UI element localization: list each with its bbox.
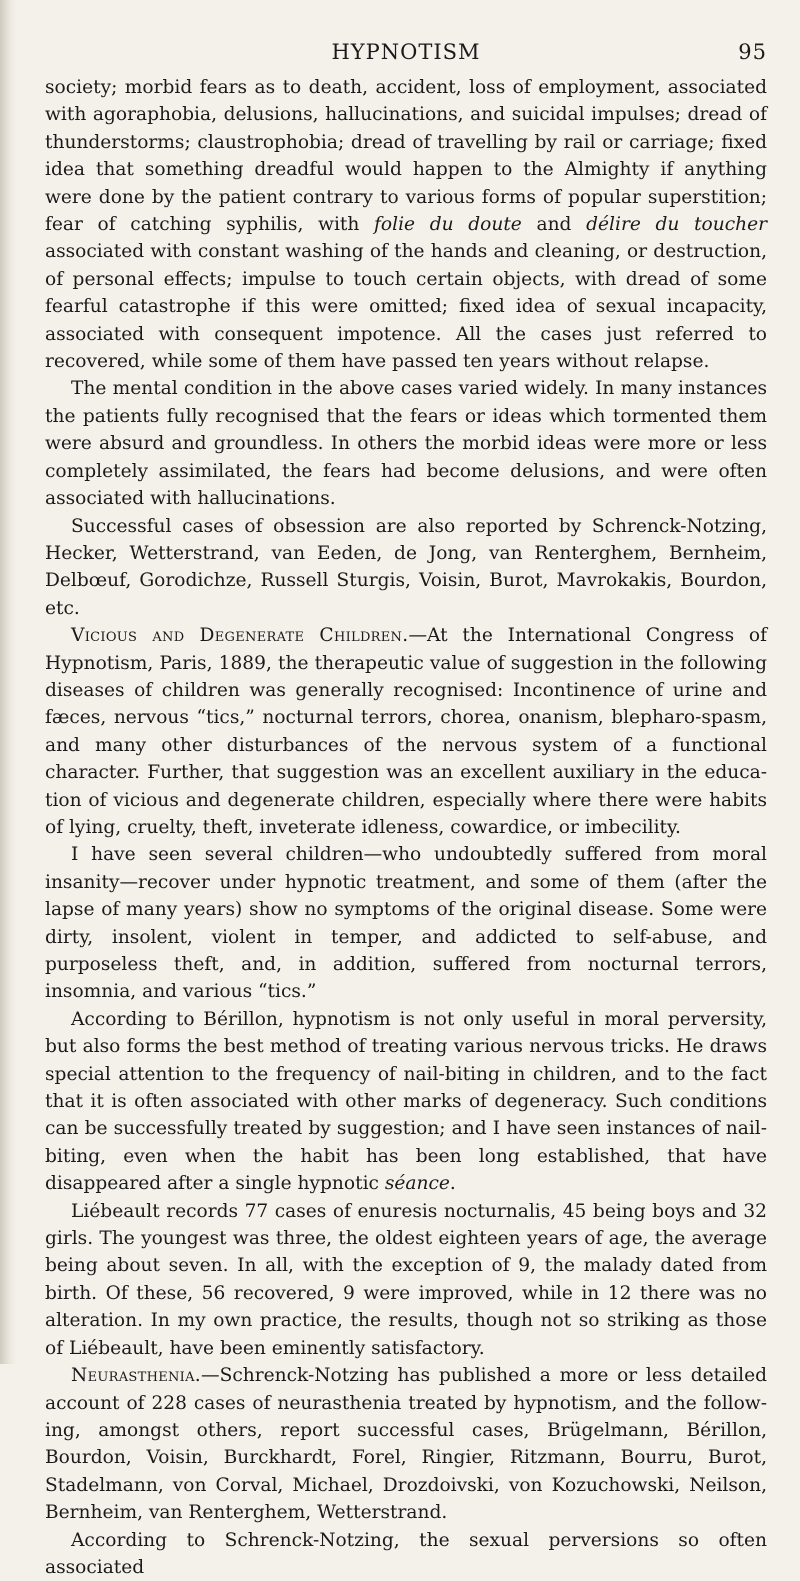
book-page (45, 38, 767, 1581)
text-segment: —Schrenck-Notzing has published a more or less detailed account of 228 cases of neurasthenia treated by hypnotism, and the follow-ing, amongst others, report successful cases, Brügelmann, Bérillon, Bourdon, Voisin, Burckhardt, Forel, Ringier, Ritzmann, Bourru, Burot, Stadelmann, von Corval, Michael, Drozdoivski, von Kozuchowski, Neilson, Bernheim, van Renterghem, Wetterstrand. (45, 1365, 767, 1524)
text-segment: —At the International Congress of Hypnotism, Paris, 1889, the therapeutic value of suggestion in the following diseases of children was generally recognised: Incontinence of urine and fæces, nervous “tics,” nocturnal terrors, chorea, onanism, blepharo-spasm, and many other disturbances of the nervous system of a functional character. Further, that suggestion was an excellent auxiliary in the educa-tion of vicious and degenerate children, especially where there were habits of lying, cruelty, theft, inveterate idleness, cowardice, or imbecility. (45, 625, 768, 838)
text-segment: According to Schrenck-Notzing, the sexual perversions so often associated (45, 1529, 767, 1578)
paragraph (45, 513, 767, 623)
text-segment: Liébeault records 77 cases of enuresis nocturnalis, 45 being boys and 32 girls. The youngest was three, the oldest eighteen years of age, the average being about seven. In all, with the exception of 9, the malady dated from birth. Of these, 56 recovered, 9 were improved, while in 12 there was no alteration. In my own practice, the results, though not so striking as those of Liébeault, have been eminently satisfactory. (45, 1200, 767, 1359)
section-heading: Neurasthenia. (71, 1365, 202, 1387)
text-segment: The mental condition in the above cases varied widely. In many instances the patients fully recognised that the fears or ideas which tormented them were absurd and groundless. In others the morbid ideas were more or less completely assimilated, the fears had become delusions, and were often associated with hallucinations. (45, 378, 767, 510)
paragraph (45, 375, 767, 512)
paragraph (45, 1527, 767, 1581)
text-segment: According to Bérillon, hypnotism is not only useful in moral perversity, but also forms the best method of treating various nervous tricks. He draws special attention to the frequency of nail-biting in children, and to the fact that it is often associated with other marks of degeneracy. Such conditions can be successfully treated by suggestion; and I have seen instances of nail-biting, even when the habit has been long established, that have disappeared after a single hypnotic (45, 1008, 767, 1195)
text-segment: and (521, 214, 587, 236)
paragraph (45, 841, 767, 1005)
running-title: HYPNOTISM (331, 40, 481, 64)
italic-phrase: séance (384, 1173, 450, 1195)
text-segment: I have seen several children—who undoubtedly suffered from moral insanity—recover under hypnotic treatment, and some of them (after the lapse of many years) show no symptoms of the original disease. Some were dirty, insolent, violent in temper, and addicted to self-abuse, and purposeless theft, and, in addition, suffered from nocturnal terrors, insomnia, and various “tics.” (45, 844, 767, 1003)
text-segment: . (449, 1173, 456, 1195)
page-number: 95 (738, 40, 767, 64)
section-heading: Vicious and Degenerate Children. (71, 625, 409, 647)
page-binding-edge (0, 0, 16, 1364)
paragraph (45, 1362, 767, 1526)
text-segment: associated with constant washing of the hands and cleaning, or destruction, of personal effects; impulse to touch certain objects, with dread of some fearful catastrophe if this were omitted; fixed idea of sexual incapacity, associated with consequent impotence. All the cases just referred to recovered, while some of them have passed ten years without relapse. (45, 241, 767, 373)
text-segment: society; morbid fears as to death, accident, loss of employment, associated with agoraphobia, delusions, hallucinations, and suicidal impulses; dread of thunderstorms; claustrophobia; dread of travelling by rail or carriage; fixed idea that something dreadful would happen to the Almighty if anything were done by the patient contrary to various forms of popular superstition; fear of catching syphilis, with (45, 77, 767, 236)
running-header (45, 38, 767, 74)
italic-phrase: folie du doute (374, 214, 522, 236)
text-segment: Successful cases of obsession are also reported by Schrenck-Notzing, Hecker, Wetterstrand, van Eeden, de Jong, van Renterghem, Bernheim, Delbœuf, Gorodichze, Russell Sturgis, Voisin, Burot, Mavrokakis, Bourdon, etc. (45, 515, 767, 619)
page-body (45, 74, 767, 1581)
italic-phrase: délire du toucher (586, 214, 767, 236)
paragraph (45, 622, 767, 841)
paragraph (45, 1006, 767, 1198)
paragraph (45, 1198, 767, 1362)
paragraph (45, 74, 767, 375)
